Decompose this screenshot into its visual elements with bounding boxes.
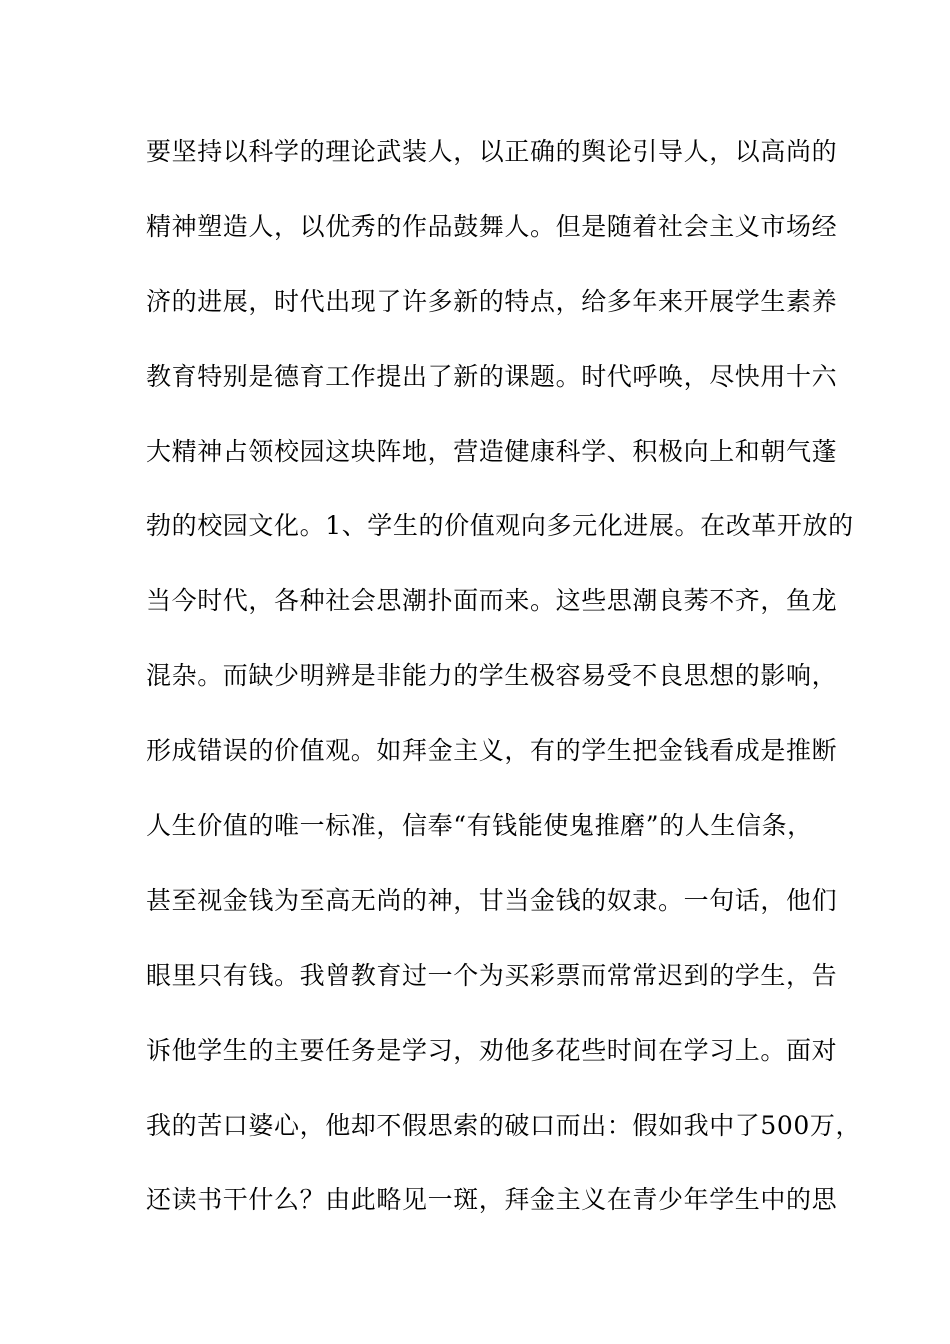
text-line: 大精神占领校园这块阵地，营造健康科学、积极向上和朝气蓬: [146, 436, 838, 466]
text-line: 还读书干什么？由此略见一斑，拜金主义在青少年学生中的思: [146, 1185, 838, 1215]
text-line: 甚至视金钱为至高无尚的神，甘当金钱的奴隶。一句话，他们: [146, 885, 838, 915]
text-line: 眼里只有钱。我曾教育过一个为买彩票而常常迟到的学生，告: [146, 960, 838, 990]
text-line: 我的苦口婆心，他却不假思索的破口而出：假如我中了500万，: [146, 1110, 862, 1140]
text-line: 济的进展，时代出现了许多新的特点，给多年来开展学生素养: [146, 286, 838, 316]
text-line: 诉他学生的主要任务是学习，劝他多花些时间在学习上。面对: [146, 1035, 838, 1065]
text-line: 精神塑造人，以优秀的作品鼓舞人。但是随着社会主义市场经: [146, 211, 838, 241]
text-line: 要坚持以科学的理论武装人，以正确的舆论引导人，以高尚的: [146, 137, 838, 166]
body-text: [146, 133, 862, 1256]
text-line: 当今时代，各种社会思潮扑面而来。这些思潮良莠不齐，鱼龙: [146, 586, 838, 616]
text-line: 人生价值的唯一标准，信奉“有钱能使鬼推磨”的人生信条，: [146, 811, 813, 841]
text-line: 教育特别是德育工作提出了新的课题。时代呼唤，尽快用十六: [146, 361, 838, 391]
text-line: 形成错误的价值观。如拜金主义，有的学生把金钱看成是推断: [146, 736, 838, 766]
text-line: 勃的校园文化。1、学生的价值观向多元化进展。在改革开放的: [146, 511, 854, 541]
text-line: 混杂。而缺少明辨是非能力的学生极容易受不良思想的影响，: [146, 661, 838, 691]
